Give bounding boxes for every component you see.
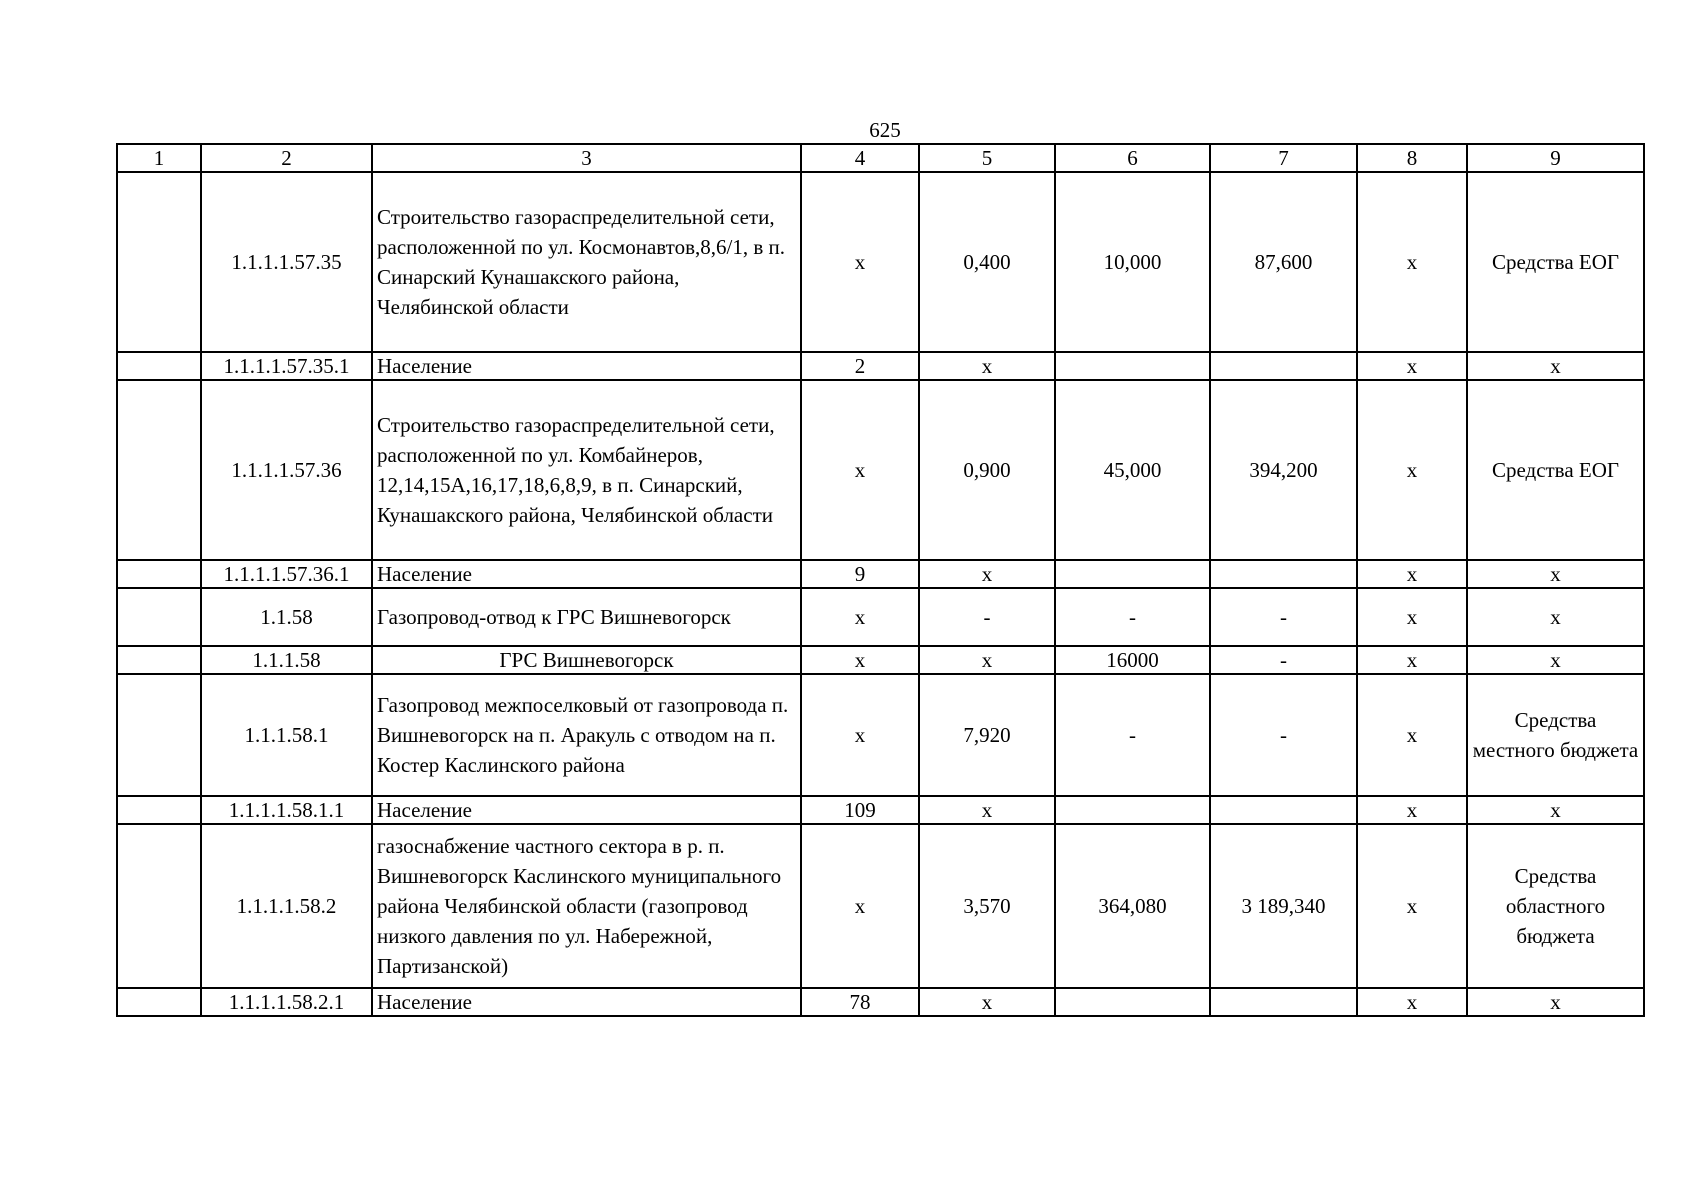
col8-cell: х	[1357, 352, 1467, 380]
col7-cell	[1210, 988, 1357, 1016]
description-cell: Население	[372, 560, 801, 588]
col6-cell: 16000	[1055, 646, 1210, 674]
col4-cell: 109	[801, 796, 919, 824]
description-cell: Строительство газораспределительной сети, расположенной по ул. Космонавтов,8,6/1, в п. Синарский Кунашакского района, Челябинской области	[372, 172, 801, 352]
col5-cell: х	[919, 560, 1055, 588]
col4-cell: х	[801, 824, 919, 988]
col4-cell: х	[801, 674, 919, 796]
table-row	[117, 380, 1644, 560]
funding-source-cell: Средства ЕОГ	[1467, 380, 1644, 560]
code-cell: 1.1.58	[201, 588, 372, 646]
header-cell: 5	[919, 144, 1055, 172]
col7-cell: 3 189,340	[1210, 824, 1357, 988]
funding-source-cell: х	[1467, 352, 1644, 380]
col7-cell: 87,600	[1210, 172, 1357, 352]
code-cell: 1.1.1.58.1	[201, 674, 372, 796]
description-cell: Газопровод межпоселковый от газопровода п. Вишневогорск на п. Аракуль с отводом на п. Костер Каслинского района	[372, 674, 801, 796]
funding-source-cell: х	[1467, 560, 1644, 588]
col5-cell: х	[919, 646, 1055, 674]
table-row	[117, 588, 1644, 646]
code-cell: 1.1.1.1.57.36	[201, 380, 372, 560]
col6-cell: -	[1055, 674, 1210, 796]
col5-cell: х	[919, 352, 1055, 380]
table-row	[117, 352, 1644, 380]
funding-source-cell: Средства областного бюджета	[1467, 824, 1644, 988]
description-cell: Строительство газораспределительной сети, расположенной по ул. Комбайнеров, 12,14,15А,16,17,18,6,8,9, в п. Синарский, Кунашакского района, Челябинской области	[372, 380, 801, 560]
header-cell: 7	[1210, 144, 1357, 172]
col7-cell: -	[1210, 674, 1357, 796]
col4-cell: 9	[801, 560, 919, 588]
header-cell: 6	[1055, 144, 1210, 172]
header-cell: 1	[117, 144, 201, 172]
col7-cell: -	[1210, 588, 1357, 646]
code-cell: 1.1.1.1.57.35	[201, 172, 372, 352]
header-cell: 4	[801, 144, 919, 172]
table-row	[117, 646, 1644, 674]
row-number-cell	[117, 646, 201, 674]
col6-cell	[1055, 988, 1210, 1016]
funding-source-cell: х	[1467, 646, 1644, 674]
table-row	[117, 674, 1644, 796]
row-number-cell	[117, 674, 201, 796]
col4-cell: х	[801, 588, 919, 646]
col8-cell: х	[1357, 646, 1467, 674]
col7-cell	[1210, 796, 1357, 824]
col5-cell: х	[919, 988, 1055, 1016]
code-cell: 1.1.1.1.58.2	[201, 824, 372, 988]
col8-cell: х	[1357, 380, 1467, 560]
funding-source-cell: х	[1467, 588, 1644, 646]
description-cell: Газопровод-отвод к ГРС Вишневогорск	[372, 588, 801, 646]
row-number-cell	[117, 988, 201, 1016]
col6-cell	[1055, 796, 1210, 824]
col6-cell: 10,000	[1055, 172, 1210, 352]
code-cell: 1.1.1.1.58.1.1	[201, 796, 372, 824]
funding-source-cell: х	[1467, 796, 1644, 824]
funding-source-cell: Средства ЕОГ	[1467, 172, 1644, 352]
col4-cell: х	[801, 380, 919, 560]
code-cell: 1.1.1.58	[201, 646, 372, 674]
description-cell: ГРС Вишневогорск	[372, 646, 801, 674]
header-cell: 3	[372, 144, 801, 172]
description-cell: Население	[372, 352, 801, 380]
data-table	[116, 143, 1645, 1017]
header-cell: 9	[1467, 144, 1644, 172]
col8-cell: х	[1357, 172, 1467, 352]
col5-cell: 7,920	[919, 674, 1055, 796]
col6-cell	[1055, 352, 1210, 380]
col8-cell: х	[1357, 588, 1467, 646]
table-row	[117, 172, 1644, 352]
col5-cell: х	[919, 796, 1055, 824]
code-cell: 1.1.1.1.58.2.1	[201, 988, 372, 1016]
col4-cell: 78	[801, 988, 919, 1016]
col4-cell: х	[801, 646, 919, 674]
col7-cell: 394,200	[1210, 380, 1357, 560]
row-number-cell	[117, 380, 201, 560]
description-cell: газоснабжение частного сектора в р. п. Вишневогорск Каслинского муниципального района Челябинской области (газопровод низкого давления по ул. Набережной, Партизанской)	[372, 824, 801, 988]
col5-cell: 3,570	[919, 824, 1055, 988]
col7-cell	[1210, 352, 1357, 380]
header-row	[117, 144, 1644, 172]
col7-cell: -	[1210, 646, 1357, 674]
row-number-cell	[117, 560, 201, 588]
col7-cell	[1210, 560, 1357, 588]
table-row	[117, 824, 1644, 988]
col5-cell: 0,400	[919, 172, 1055, 352]
row-number-cell	[117, 172, 201, 352]
col8-cell: х	[1357, 674, 1467, 796]
header-cell: 8	[1357, 144, 1467, 172]
col8-cell: х	[1357, 796, 1467, 824]
funding-source-cell: х	[1467, 988, 1644, 1016]
col6-cell	[1055, 560, 1210, 588]
page-number: 625	[869, 118, 901, 142]
code-cell: 1.1.1.1.57.35.1	[201, 352, 372, 380]
col5-cell: -	[919, 588, 1055, 646]
col8-cell: х	[1357, 560, 1467, 588]
col8-cell: х	[1357, 988, 1467, 1016]
col6-cell: -	[1055, 588, 1210, 646]
col6-cell: 45,000	[1055, 380, 1210, 560]
description-cell: Население	[372, 988, 801, 1016]
row-number-cell	[117, 796, 201, 824]
table-row	[117, 988, 1644, 1016]
col4-cell: х	[801, 172, 919, 352]
funding-source-cell: Средства местного бюджета	[1467, 674, 1644, 796]
row-number-cell	[117, 352, 201, 380]
col6-cell: 364,080	[1055, 824, 1210, 988]
col5-cell: 0,900	[919, 380, 1055, 560]
code-cell: 1.1.1.1.57.36.1	[201, 560, 372, 588]
table-row	[117, 796, 1644, 824]
description-cell: Население	[372, 796, 801, 824]
table-row	[117, 560, 1644, 588]
row-number-cell	[117, 588, 201, 646]
row-number-cell	[117, 824, 201, 988]
col8-cell: х	[1357, 824, 1467, 988]
header-cell: 2	[201, 144, 372, 172]
col4-cell: 2	[801, 352, 919, 380]
